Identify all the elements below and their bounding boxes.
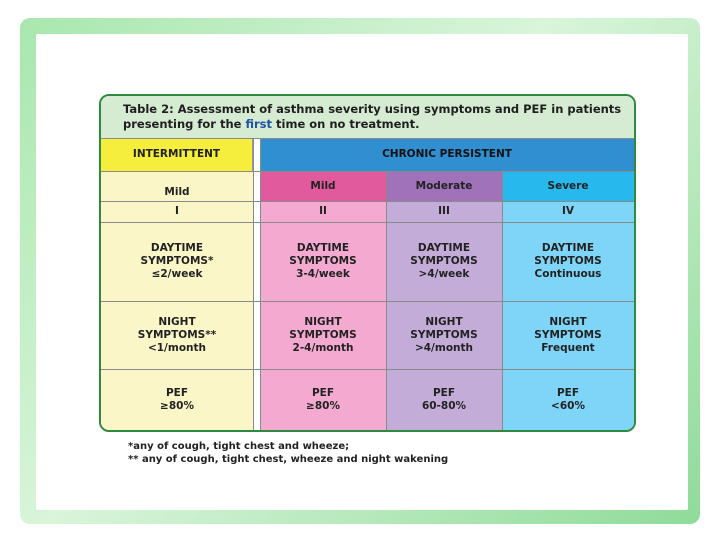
daytime-moderate: DAYTIME SYMPTOMS >4/week xyxy=(386,222,502,301)
title-line-2-post: time on no treatment. xyxy=(272,117,420,131)
table-title xyxy=(101,96,634,138)
header-intermittent: INTERMITTENT xyxy=(101,138,253,171)
footnote-2: ** any of cough, tight chest, wheeze and night wakening xyxy=(128,454,449,465)
night-severe: NIGHT SYMPTOMS Frequent xyxy=(502,301,634,369)
grade-severe: IV xyxy=(502,201,634,222)
grade-intermittent: I xyxy=(101,201,253,222)
grid-line xyxy=(101,171,634,172)
grid-line xyxy=(260,138,261,430)
pef-intermittent: PEF ≥80% xyxy=(101,369,253,430)
footnote-1: *any of cough, tight chest and wheeze; xyxy=(128,441,350,452)
pef-moderate: PEF 60-80% xyxy=(386,369,502,430)
grid-line xyxy=(101,301,634,302)
grade-moderate: III xyxy=(386,201,502,222)
daytime-intermittent: DAYTIME SYMPTOMS* ≤2/week xyxy=(101,222,253,301)
grid-line xyxy=(386,171,387,430)
pef-mild: PEF ≥80% xyxy=(260,369,386,430)
footnotes xyxy=(128,440,448,466)
night-moderate: NIGHT SYMPTOMS >4/month xyxy=(386,301,502,369)
severity-mild: Mild xyxy=(260,171,386,201)
severity-intermittent: Mild xyxy=(101,171,253,201)
header-chronic-persistent: CHRONIC PERSISTENT xyxy=(260,138,634,171)
column-gap xyxy=(253,138,260,430)
title-highlight: first xyxy=(245,117,273,131)
severity-moderate: Moderate xyxy=(386,171,502,201)
severity-table xyxy=(99,94,636,432)
daytime-severe: DAYTIME SYMPTOMS Continuous xyxy=(502,222,634,301)
grid-line xyxy=(502,171,503,430)
grid-line xyxy=(101,138,634,139)
grid-line xyxy=(101,222,634,223)
grid-line xyxy=(101,369,634,370)
night-intermittent: NIGHT SYMPTOMS** <1/month xyxy=(101,301,253,369)
grid-line xyxy=(101,201,634,202)
daytime-mild: DAYTIME SYMPTOMS 3-4/week xyxy=(260,222,386,301)
title-line-2-pre: presenting for the xyxy=(123,117,246,131)
severity-severe: Severe xyxy=(502,171,634,201)
grid-line xyxy=(253,138,254,430)
grade-mild: II xyxy=(260,201,386,222)
pef-severe: PEF <60% xyxy=(502,369,634,430)
night-mild: NIGHT SYMPTOMS 2-4/month xyxy=(260,301,386,369)
title-line-1: Table 2: Assessment of asthma severity using symptoms and PEF in patients xyxy=(123,102,622,116)
